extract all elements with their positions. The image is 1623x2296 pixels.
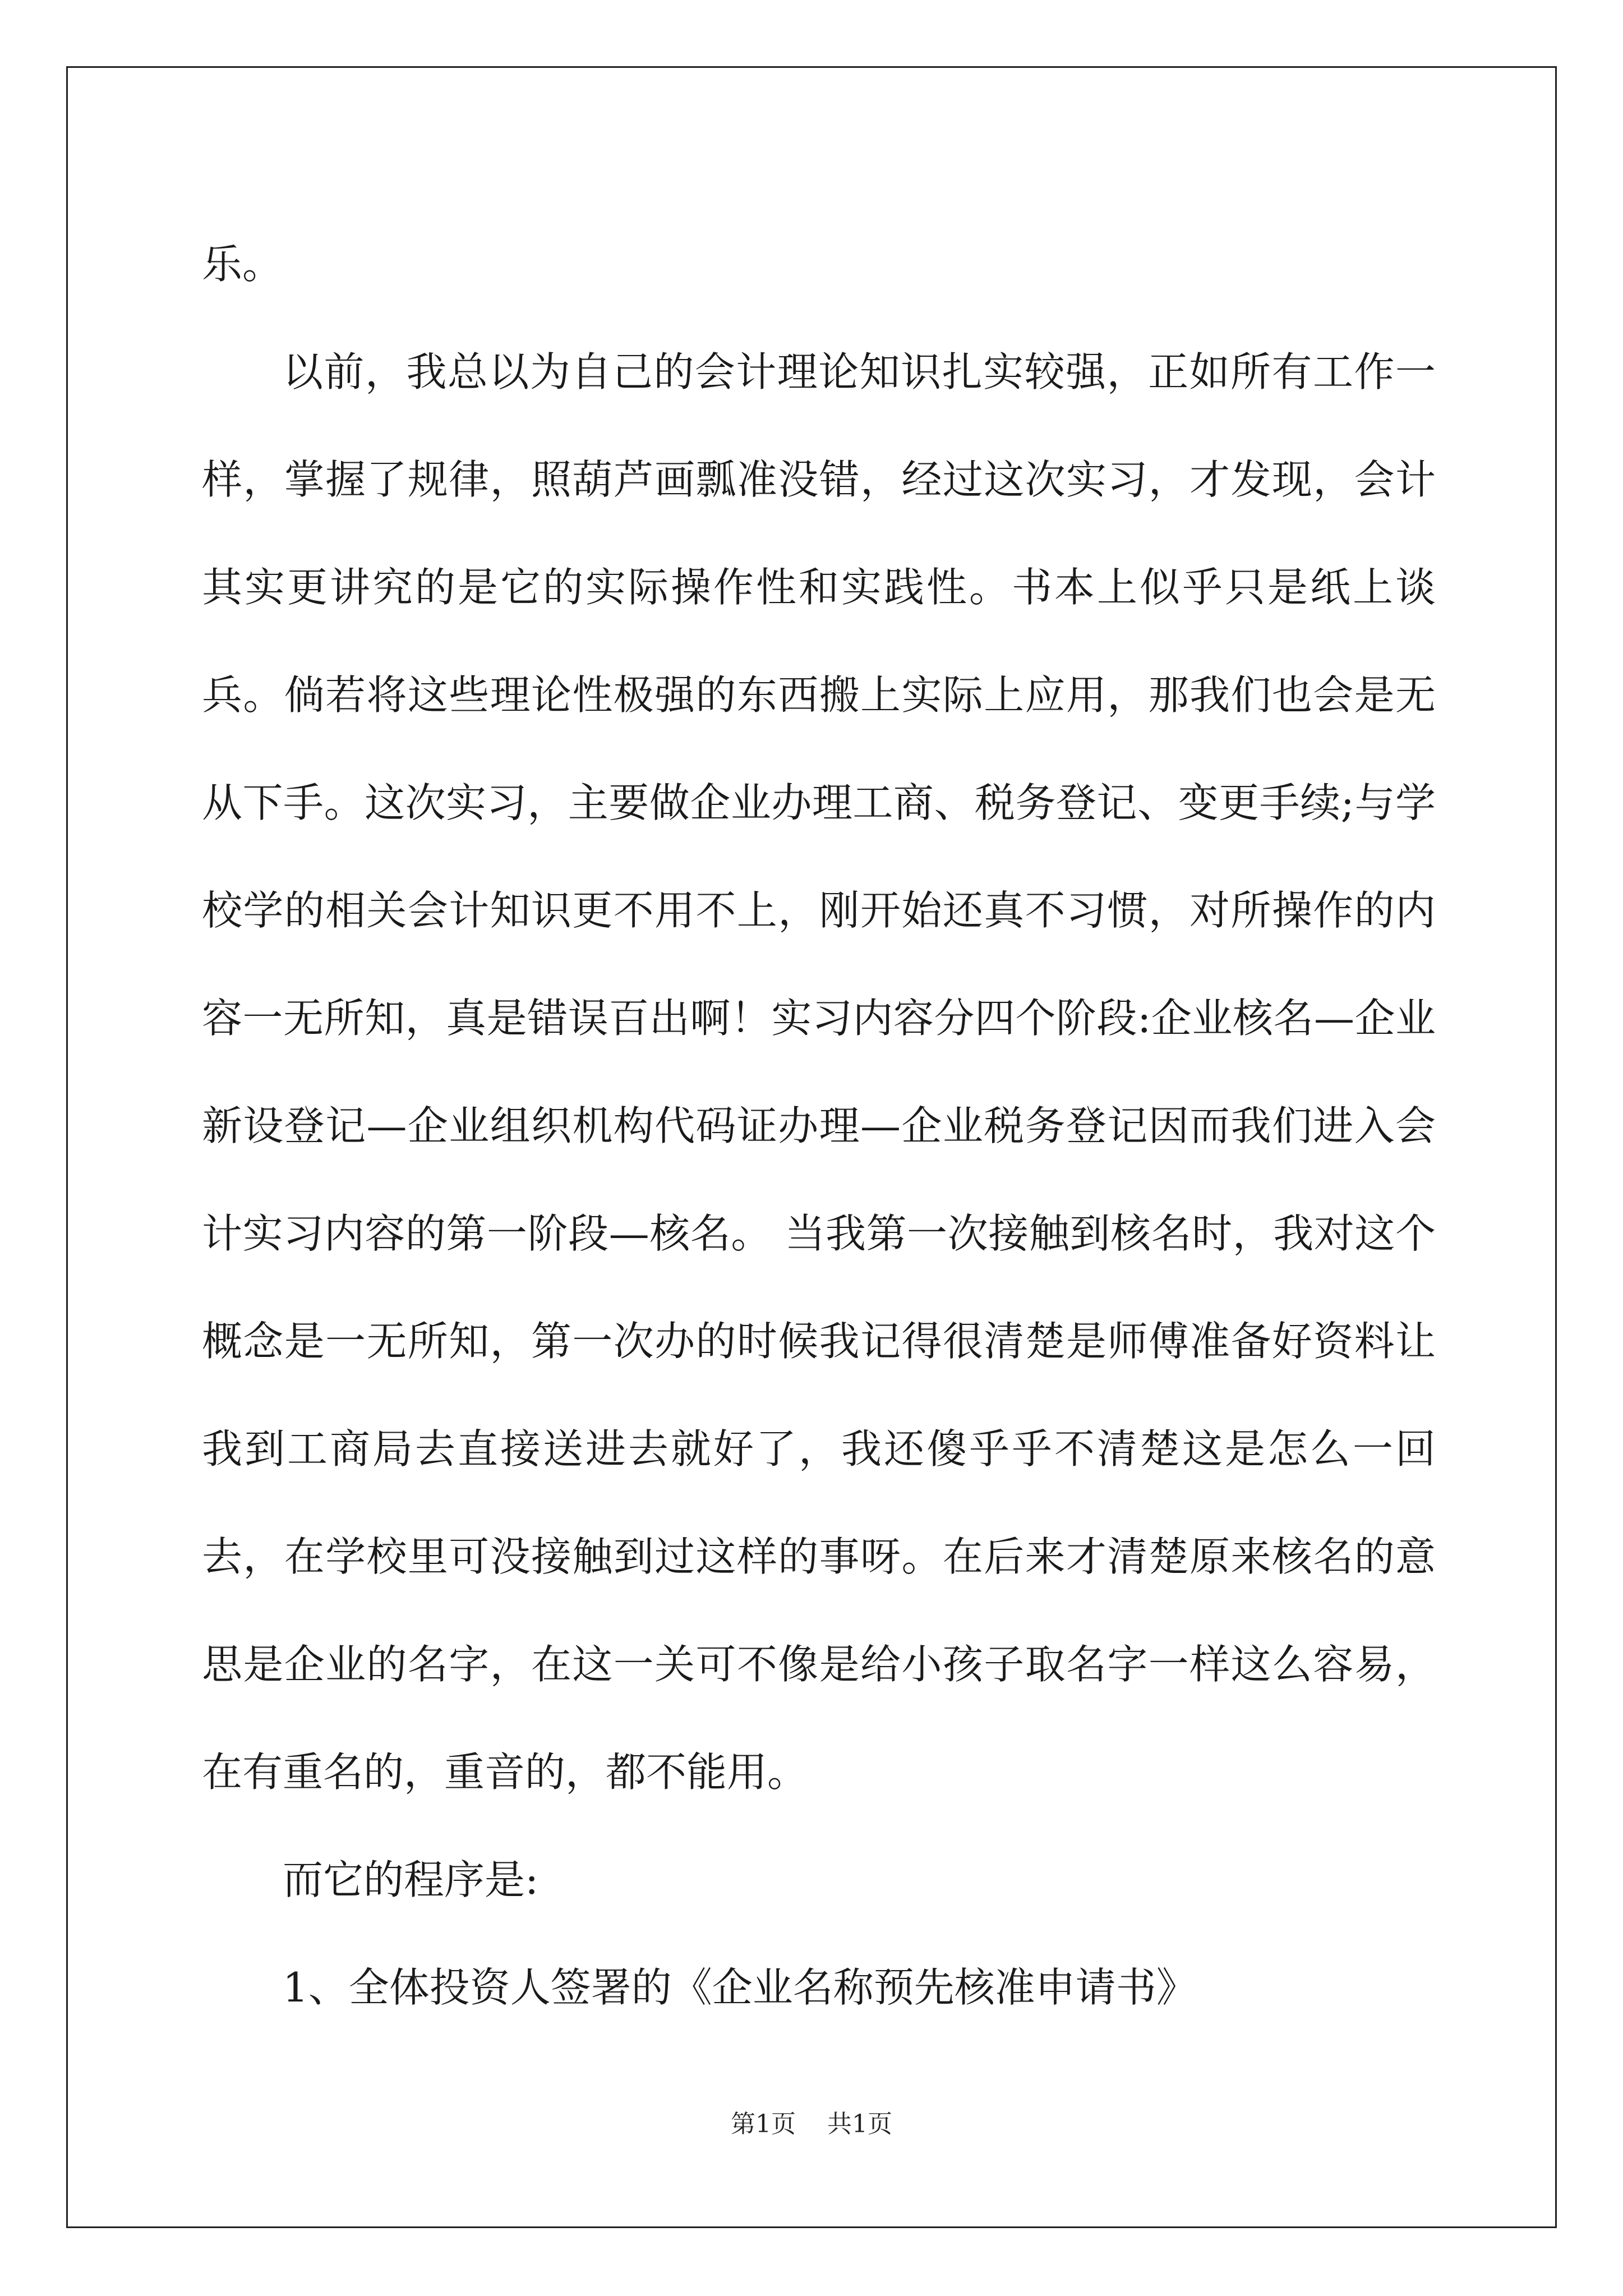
page-number-current: 第1页: [731, 2110, 796, 2138]
page-footer: [0, 2108, 1623, 2141]
paragraph-2: 以前，我总以为自己的会计理论知识扎实较强，正如所有工作一样，掌握了规律，照葫芦画瓢准没错，经过这次实习，才发现，会计其实更讲究的是它的实际操作性和实践性。书本上似乎只是纸上谈兵。倘若将这些理论性极强的东西搬上实际上应用，那我们也会是无从下手。这次实习，主要做企业办理工商、税务登记、变更手续;与学校学的相关会计知识更不用不上，刚开始还真不习惯，对所操作的内容一无所知，真是错误百出啊！实习内容分四个阶段:企业核名—企业新设登记—企业组织机构代码证办理—企业税务登记因而我们进入会计实习内容的第一阶段—核名。 当我第一次接触到核名时，我对这个概念是一无所知，第一次办的时候我记得很清楚是师傅准备好资料让我到工商局去直接送进去就好了，我还傻乎乎不清楚这是怎么一回去，在学校里可没接触到过这样的事呀。在后来才清楚原来核名的意思是企业的名字，在这一关可不像是给小孩子取名字一样这么容易，在有重名的，重音的，都不能用。: [202, 348, 1436, 1796]
document-body: [202, 210, 1436, 2041]
page-number-total: 共1页: [827, 2110, 892, 2138]
paragraph-4: 1、全体投资人签署的《企业名称预先核准申请书》: [283, 1964, 1197, 2011]
paragraph-3: 而它的程序是:: [283, 1856, 539, 1903]
paragraph-1: 乐。: [202, 241, 283, 288]
